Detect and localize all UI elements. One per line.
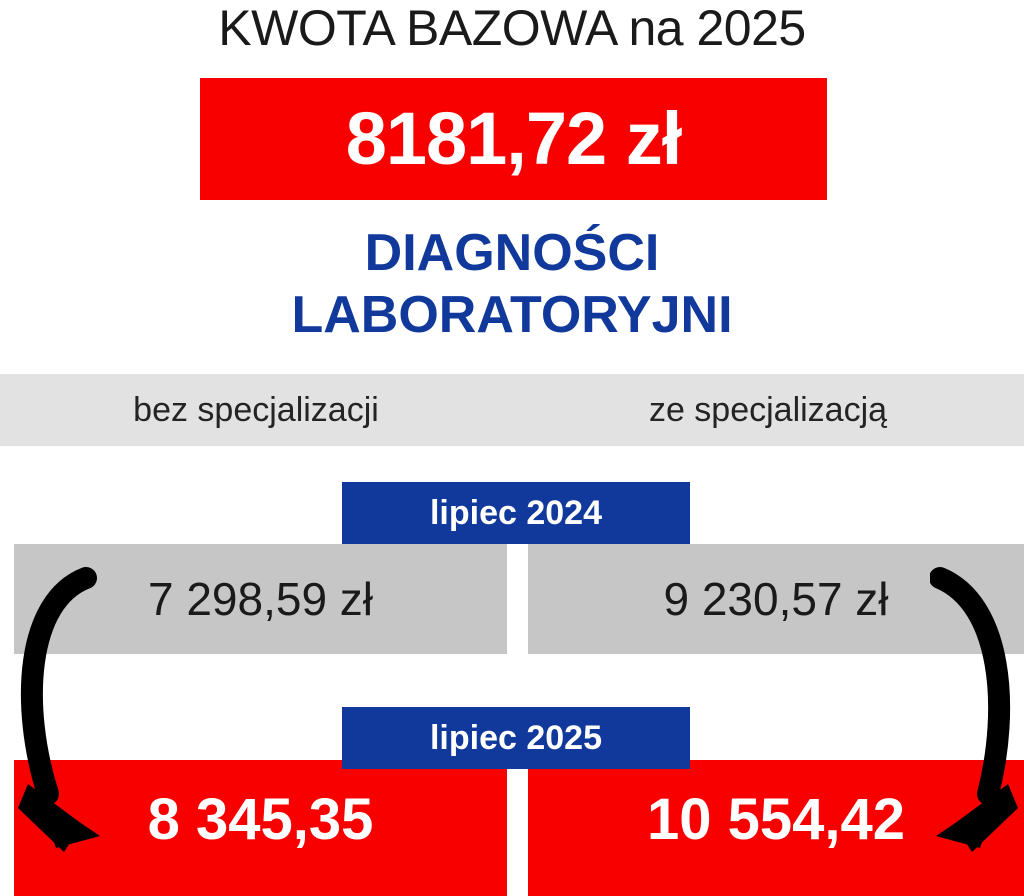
table-row-2025-left-cell (14, 760, 507, 896)
row-label-lipiec-2025: lipiec 2025 (342, 707, 690, 769)
table-row-2024-left-cell (14, 544, 507, 654)
page-title: KWOTA BAZOWA na 2025 (218, 0, 806, 56)
row-label-lipiec-2024: lipiec 2024 (342, 482, 690, 544)
base-amount-banner (200, 78, 827, 200)
column-header-with-specialization: ze specjalizacją (648, 391, 888, 429)
table-row-2025-right-cell (528, 760, 1024, 896)
value-2025-no-specialization: 8 345,35 (147, 787, 374, 852)
table-row-2024-right-cell (528, 544, 1024, 654)
column-header-no-specialization: bez specjalizacji (133, 391, 379, 429)
profession-heading (0, 222, 1024, 346)
value-2024-no-specialization: 7 298,59 zł (147, 573, 374, 625)
profession-line-2: LABORATORYJNI (291, 286, 733, 344)
base-amount-value: 8181,72 zł (345, 97, 682, 180)
value-2024-with-specialization: 9 230,57 zł (663, 573, 889, 625)
profession-line-1: DIAGNOŚCI (364, 224, 660, 282)
value-2025-with-specialization: 10 554,42 (646, 787, 906, 852)
column-header-band (0, 374, 1024, 446)
